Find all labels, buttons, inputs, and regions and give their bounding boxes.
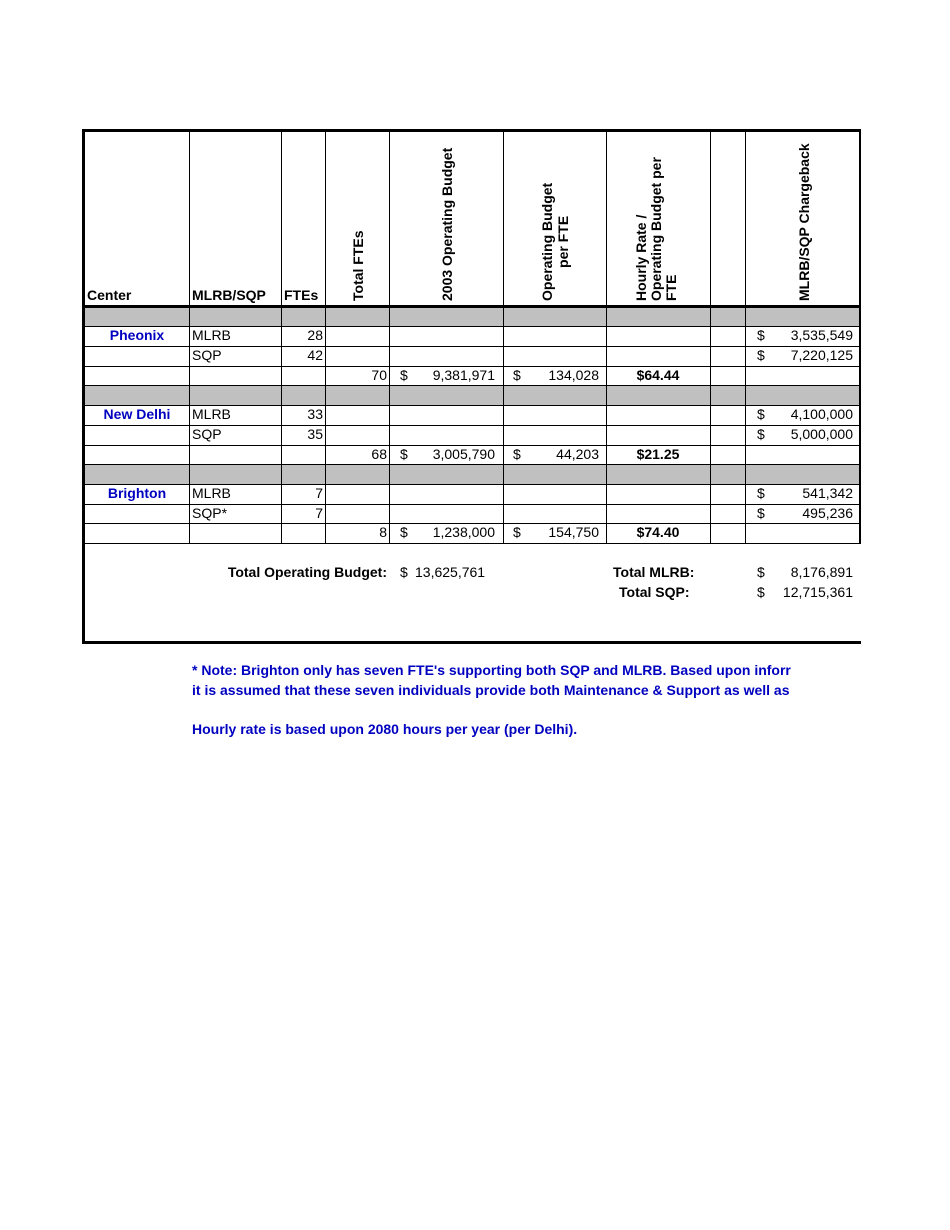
- total-mlrb-value: 8,176,891: [790, 564, 853, 580]
- chargeback-value: 7,220,125: [790, 347, 853, 363]
- notes: [0, 660, 861, 760]
- budget-value: 3,005,790: [432, 446, 495, 462]
- header-budget-per-fte: Operating Budget per FTE: [539, 182, 571, 301]
- budget-currency: $: [400, 524, 408, 540]
- per-fte-value: 134,028: [548, 367, 599, 383]
- chargeback-currency: $: [757, 505, 765, 521]
- total-operating-label: Total Operating Budget:: [227, 564, 387, 580]
- total-operating-currency: $: [400, 564, 408, 580]
- chargeback-currency: $: [757, 485, 765, 501]
- per-fte-value: 44,203: [556, 446, 599, 462]
- hourly-rate: $21.25: [636, 446, 680, 462]
- per-fte-value: 154,750: [548, 524, 599, 540]
- per-fte-currency: $: [513, 524, 521, 540]
- row-type: MLRB: [192, 485, 231, 501]
- row-type: MLRB: [192, 327, 231, 343]
- header-ftes: FTEs: [284, 287, 319, 303]
- row-type: SQP*: [192, 505, 228, 521]
- budget-currency: $: [400, 446, 408, 462]
- note-line-2: it is assumed that these seven individuals provide both Maintenance & Support as well as: [192, 682, 790, 698]
- header-hourly-rate: Hourly Rate / Operating Budget per FTE: [633, 157, 679, 301]
- chargeback-currency: $: [757, 347, 765, 363]
- total-mlrb-currency: $: [757, 564, 765, 580]
- row-ftes: 28: [307, 327, 323, 343]
- total-sqp-value: 12,715,361: [782, 584, 853, 600]
- center-name: Brighton: [107, 485, 167, 501]
- total-sqp-currency: $: [757, 584, 765, 600]
- per-fte-currency: $: [513, 367, 521, 383]
- row-ftes: 33: [307, 406, 323, 422]
- header-mlrb-sqp: MLRB/SQP: [192, 287, 266, 303]
- hourly-rate: $74.40: [636, 524, 680, 540]
- header-total-ftes: Total FTEs: [350, 230, 366, 301]
- chargeback-currency: $: [757, 327, 765, 343]
- chargeback-value: 495,236: [802, 505, 853, 521]
- row-ftes: 7: [315, 505, 323, 521]
- row-ftes: 7: [315, 485, 323, 501]
- chargeback-value: 541,342: [802, 485, 853, 501]
- per-fte-currency: $: [513, 446, 521, 462]
- chargeback-currency: $: [757, 426, 765, 442]
- header-2003-budget: 2003 Operating Budget: [439, 147, 455, 301]
- chargeback-currency: $: [757, 406, 765, 422]
- budget-value: 1,238,000: [432, 524, 495, 540]
- note-line-1: * Note: Brighton only has seven FTE's supporting both SQP and MLRB. Based upon inforr: [192, 662, 791, 678]
- note-line-3: Hourly rate is based upon 2080 hours per year (per Delhi).: [192, 721, 578, 737]
- total-operating-value: 13,625,761: [415, 564, 486, 580]
- row-type: SQP: [192, 347, 222, 363]
- total-sqp-label: Total SQP:: [619, 584, 690, 600]
- row-ftes: 42: [307, 347, 323, 363]
- header-chargeback: MLRB/SQP Chargeback: [796, 143, 812, 301]
- budget-table: [82, 129, 861, 644]
- budget-value: 9,381,971: [432, 367, 495, 383]
- hourly-rate: $64.44: [636, 367, 680, 383]
- header-center: Center: [87, 287, 132, 303]
- total-ftes: 68: [371, 446, 387, 462]
- row-type: SQP: [192, 426, 222, 442]
- row-ftes: 35: [307, 426, 323, 442]
- center-name: Pheonix: [109, 327, 165, 343]
- center-name: New Delhi: [103, 406, 171, 422]
- total-ftes: 8: [379, 524, 387, 540]
- chargeback-value: 5,000,000: [790, 426, 853, 442]
- chargeback-value: 4,100,000: [790, 406, 853, 422]
- chargeback-value: 3,535,549: [790, 327, 853, 343]
- total-ftes: 70: [371, 367, 387, 383]
- budget-currency: $: [400, 367, 408, 383]
- row-type: MLRB: [192, 406, 231, 422]
- total-mlrb-label: Total MLRB:: [613, 564, 695, 580]
